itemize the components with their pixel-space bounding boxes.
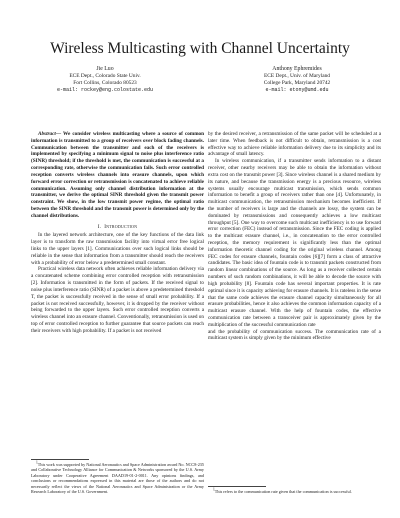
footnote-right [208, 489, 381, 494]
footnote-text: This refers to the communication rate given that the communication is successful. [214, 489, 352, 494]
author-block-2 [212, 66, 382, 94]
author-department: ECE Dept., Colorado State Univ. [69, 73, 141, 79]
author-department: ECE Dept., Univ. of Maryland [264, 73, 330, 79]
body-paragraph: Practical wireless data network often achieves reliable information delivery via a concatenated scheme combining error controlled reception with retransmission [2]. Information is transmitted in the form of packets. If the received signal to noise plus interference ratio (SINR) of a packet is above a predetermined threshold T, the packet is successfully received in the sense of small error probability. If a packet is not received successfully, however, it is dropped by the receiver without being forwarded to the upper layers. Such error controlled reception converts a wireless channel into an erasure channel. Conventionally, retransmission is used on top of error controlled reception to further guarantee that source packets can reach their receivers with high probability. If a packet is not received [31, 266, 204, 334]
right-column [208, 131, 381, 342]
footnote-rule [31, 459, 89, 460]
footnote-rule [208, 486, 266, 487]
body-paragraph: In the layered network architecture, one of the key functions of the data link layer is to transform the raw transmission facility into virtual error free logical links to the upper layers [1]. Communications over such logical links should be reliable in the sense that information from a transmitter should reach the receivers with a probability of error below a predetermined small constant. [31, 232, 204, 266]
abstract [31, 131, 204, 220]
author-block-1 [20, 66, 190, 94]
author-email: e-mail: etony@umd.edu [265, 87, 329, 93]
section-heading [31, 224, 204, 231]
left-column [31, 131, 204, 335]
footnote-left [31, 462, 204, 494]
footnote-text: This work was supported by National Aeronautics and Space Administration award No. NCC8-235 and Collaborative Technology Alliance for Communication & Networks sponsored by the U.S. Army Laboratory under Cooperative Agreement DAAD19-01-2-0011. Any opinions findings, and conclusions or recommendations expressed in this material are those of the authors and do not necessarily reflect the views of the National Aeronautics and Space Administration or the Army Research Laboratory of the U.S. Government. [31, 462, 204, 495]
author-location: College Park, Maryland 20742 [263, 80, 331, 86]
paper-title: Wireless Multicasting with Channel Uncertainty [50, 40, 350, 57]
footnote-mark: 1 [36, 460, 38, 465]
abstract-text: — We consider wireless multicasting where a source of common information is transmitted to a group of receivers over block fading channels. Communication between the transmitter and each of the receivers is implemented by specifying a minimum signal to noise plus interference ratio (SINR) threshold; if the threshold is met, the communication is successful at a corresponding rate, otherwise the communication fails. Such error controlled reception converts wireless channels into erasure channels, upon which forward error correction or retransmission is concatenated to achieve reliable communication. Assuming only channel distribution information at the transmitter, we derive the optimal SINR threshold given the transmit power constraint. We show, in the low transmit power regime, the optimal ratio between the SINR threshold and the transmit power is determined only by the channel distributions. [31, 131, 204, 219]
section-title: Introduction [104, 223, 138, 230]
body-paragraph: by the desired receiver, a retransmission of the same packet will be scheduled at a later time. When feedback is not difficult to obtain, retransmission is a cost effective way to achieve reliable information delivery due to its simplicity and its advantage of small latency. [208, 131, 381, 158]
author-email: e-mail: rockey@eng.colostate.edu [56, 87, 153, 93]
author-name: Jie Luo [96, 66, 114, 72]
body-paragraph: In wireless communication, if a transmitter sends information to a distant receiver, other nearby receivers may be able to obtain the information without extra cost on the transmit power [3]. Since wireless channel is a shared medium by its nature, and because the transmission energy is a precious resource, wireless systems usually encourage multicast transmission, which sends common information to benefit a group of receivers rather than one [4]. Unfortunately, in multicast communication, the retransmission mechanism becomes inefficient. If the number of receivers is large and the channels are lossy, the system can be dominated by retransmissions and consequently achieves a low multicast throughput [5]. One way to overcome such multicast inefficiency is to use forward error correction (FEC) instead of retransmission. Since the FEC coding is applied to the multicast erasure channel, i.e., in concatenation to the error controlled reception, the memory requirement is significantly less than the optimal information theoretic channel coding for the original wireless channel. Among FEC codes for erasure channels, fountain codes [6][7] form a class of attractive candidates. The basic idea of fountain code is to transmit packets constructed from random linear combinations of the source. As long as a receiver collected certain numbers of such random combinations, it will be able to decode the source with high probability [8]. Fountain code has several important properties. It is rate optimal since it is capacity achieving for erasure channels. It is rateless in the sense that the same code achieves the erasure channel capacity simultaneously for all erasure probabilities, hence it also achieves the common information capacity of a multicast erasure channel. With the help of fountain codes, the effective communication rate between a transceiver pair is approximately given by the multiplication of the successful communication rate [208, 158, 381, 328]
author-name: Anthony Ephremides [272, 66, 322, 72]
author-location: Fort Collins, Colorado 80523 [73, 80, 137, 86]
abstract-label: Abstract [38, 131, 56, 137]
footnote-mark: 1 [213, 487, 215, 492]
section-number: I. [97, 223, 102, 230]
body-paragraph: and the probability of communication success. The communication rate of a multicast system is simply given by the minimum effective [208, 328, 381, 342]
